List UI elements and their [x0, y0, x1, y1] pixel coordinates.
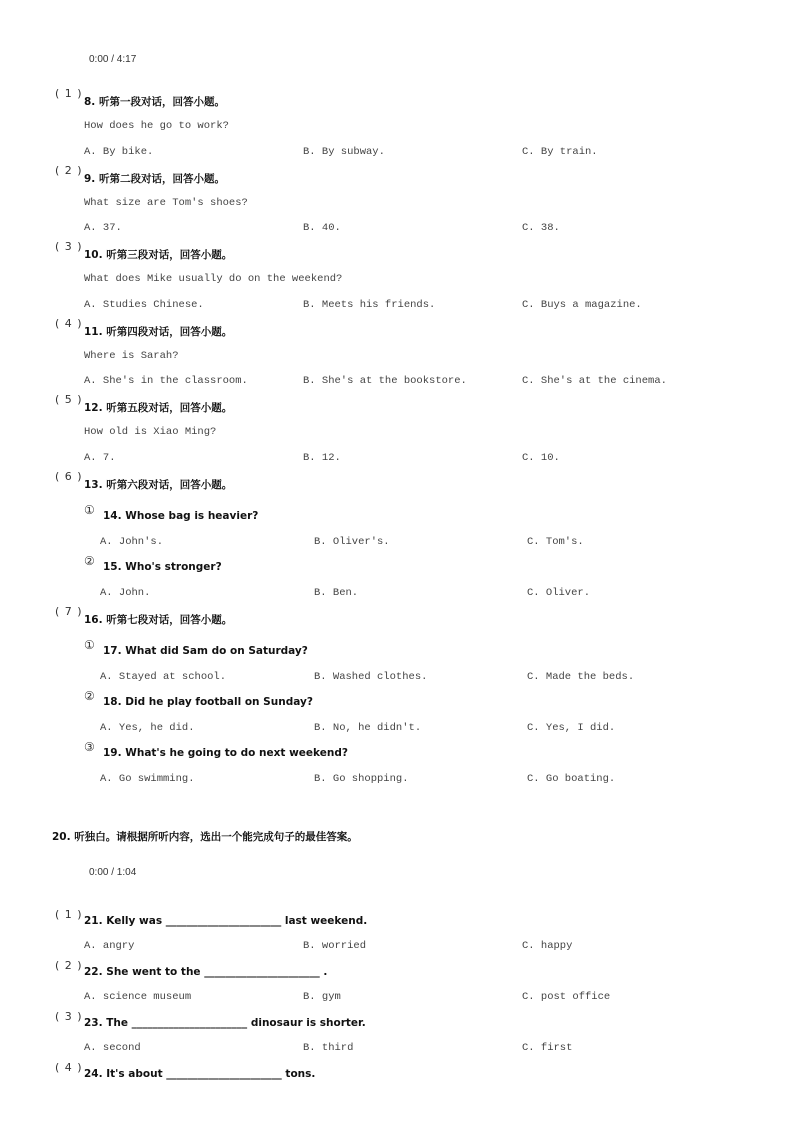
question-marker: ( 1 ) — [55, 908, 83, 921]
sub-question-marker: ② — [84, 554, 95, 568]
question-heading: 21. Kelly was ______________________ last weekend. — [84, 915, 368, 927]
question-marker: ( 7 ) — [55, 605, 83, 618]
option-a[interactable]: A. Stayed at school. — [100, 671, 227, 683]
option-c[interactable]: C. first — [522, 1042, 573, 1054]
option-c[interactable]: C. happy — [522, 940, 573, 952]
question-heading: 15. Who's stronger? — [103, 561, 222, 573]
sub-question-marker: ① — [84, 503, 95, 517]
sub-question-marker: ③ — [84, 740, 95, 754]
option-a[interactable]: A. John's. — [100, 536, 164, 548]
question-heading: 11. 听第四段对话，回答小题。 — [84, 326, 233, 338]
question-heading: 16. 听第七段对话，回答小题。 — [84, 614, 233, 626]
option-b[interactable]: B. Go shopping. — [314, 773, 409, 785]
question-marker: ( 2 ) — [55, 959, 83, 972]
question-marker: ( 1 ) — [55, 87, 83, 100]
question-heading: 9. 听第二段对话，回答小题。 — [84, 173, 225, 185]
option-a[interactable]: A. 37. — [84, 222, 122, 234]
question-stem: How does he go to work? — [84, 120, 229, 132]
option-c[interactable]: C. Buys a magazine. — [522, 299, 642, 311]
option-a[interactable]: A. Go swimming. — [100, 773, 195, 785]
option-a[interactable]: A. science museum — [84, 991, 192, 1003]
question-marker: ( 3 ) — [55, 1010, 83, 1023]
question-heading: 17. What did Sam do on Saturday? — [103, 645, 308, 657]
question-heading: 10. 听第三段对话，回答小题。 — [84, 249, 233, 261]
question-stem: What size are Tom's shoes? — [84, 197, 248, 209]
option-c[interactable]: C. post office — [522, 991, 611, 1003]
question-heading: 19. What's he going to do next weekend? — [103, 747, 348, 759]
question-heading: 13. 听第六段对话，回答小题。 — [84, 479, 233, 491]
option-a[interactable]: A. angry — [84, 940, 135, 952]
option-a[interactable]: A. John. — [100, 587, 151, 599]
question-stem: How old is Xiao Ming? — [84, 426, 217, 438]
question-heading: 8. 听第一段对话，回答小题。 — [84, 96, 225, 108]
question-marker: ( 2 ) — [55, 164, 83, 177]
option-a[interactable]: A. Studies Chinese. — [84, 299, 204, 311]
option-b[interactable]: B. Meets his friends. — [303, 299, 436, 311]
question-stem: What does Mike usually do on the weekend? — [84, 273, 343, 285]
option-b[interactable]: B. Oliver's. — [314, 536, 390, 548]
option-b[interactable]: B. She's at the bookstore. — [303, 375, 467, 387]
question-heading: 18. Did he play football on Sunday? — [103, 696, 313, 708]
option-a[interactable]: A. Yes, he did. — [100, 722, 195, 734]
option-a[interactable]: A. 7. — [84, 452, 116, 464]
option-b[interactable]: B. Ben. — [314, 587, 359, 599]
option-c[interactable]: C. She's at the cinema. — [522, 375, 667, 387]
option-c[interactable]: C. 38. — [522, 222, 560, 234]
option-c[interactable]: C. Yes, I did. — [527, 722, 616, 734]
option-b[interactable]: B. gym — [303, 991, 341, 1003]
question-heading: 23. The ______________________ dinosaur is shorter. — [84, 1017, 366, 1029]
option-c[interactable]: C. By train. — [522, 146, 598, 158]
option-b[interactable]: B. worried — [303, 940, 367, 952]
question-stem: Where is Sarah? — [84, 350, 179, 362]
question-heading: 12. 听第五段对话，回答小题。 — [84, 402, 233, 414]
audio-timestamp[interactable]: 0:00 / 1:04 — [89, 867, 137, 878]
question-marker: ( 6 ) — [55, 470, 83, 483]
option-b[interactable]: B. Washed clothes. — [314, 671, 428, 683]
question-heading: 24. It's about ______________________ tons. — [84, 1068, 316, 1080]
option-c[interactable]: C. 10. — [522, 452, 560, 464]
option-b[interactable]: B. 12. — [303, 452, 341, 464]
section-heading: 20. 听独白。请根据所听内容，选出一个能完成句子的最佳答案。 — [52, 831, 358, 843]
question-marker: ( 3 ) — [55, 240, 83, 253]
question-marker: ( 5 ) — [55, 393, 83, 406]
option-c[interactable]: C. Go boating. — [527, 773, 616, 785]
audio-timestamp[interactable]: 0:00 / 4:17 — [89, 54, 137, 65]
option-c[interactable]: C. Tom's. — [527, 536, 584, 548]
option-b[interactable]: B. By subway. — [303, 146, 385, 158]
option-a[interactable]: A. She's in the classroom. — [84, 375, 248, 387]
option-b[interactable]: B. No, he didn't. — [314, 722, 422, 734]
option-c[interactable]: C. Oliver. — [527, 587, 591, 599]
sub-question-marker: ② — [84, 689, 95, 703]
question-marker: ( 4 ) — [55, 1061, 83, 1074]
option-b[interactable]: B. third — [303, 1042, 354, 1054]
option-a[interactable]: A. By bike. — [84, 146, 154, 158]
option-a[interactable]: A. second — [84, 1042, 141, 1054]
option-c[interactable]: C. Made the beds. — [527, 671, 635, 683]
option-b[interactable]: B. 40. — [303, 222, 341, 234]
question-heading: 22. She went to the ______________________ . — [84, 966, 328, 978]
question-marker: ( 4 ) — [55, 317, 83, 330]
sub-question-marker: ① — [84, 638, 95, 652]
question-heading: 14. Whose bag is heavier? — [103, 510, 259, 522]
